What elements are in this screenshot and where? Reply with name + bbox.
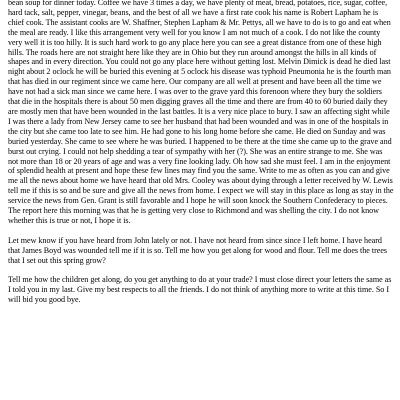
letter-paragraph-3: Tell me how the children get along, do you get anything to do at your trade? I must close direct your letters the same as I told you in my last. Give my best respects to all the friends. I do not think of anything more to write at this time. So I will bid you good bye. [8,275,392,305]
letter-paragraph-2: Let mew know if you have heard from John lately or not. I have not heard from since since I left home. I have heard that James Boyd was wounded tell me if it is so. Tell me how you get along for wood and flour. Tell me does the trees that I set out this spring grow? [8,235,388,265]
letter-paragraph-1: bean soup for dinner today. Coffee we have 3 times a day, we have plenty of meat, bread, potatoes, rice, sugar, coffee, hard tack, salt, pepper, vinegar, beans, and the best of all we have a first rate cook his name is Robert Lapham he is chief cook. The assistant cooks are W. Shaffner, Stephen Lapham & Mr. Pettys, all we have to do is to go and eat when the meal are ready. I like this arrangement very well for you know I am not much of a cook. I do not like the county very well it is too hilly. It is such hard work to go any place here you can see a great distance from one of these high hills. The roads here are not straight here like they are in Ohio but they run around amongst the hills in all kinds of shapes and in every direction. You could not go any place here without getting lost. Melvin Dimick is dead he died last night about 2 oclock he will be buried this evening at 5 oclock his disease was typhoid Pneumonia he is the fourth man that has died in our regiment since we came here. Our company are all well at present and have been all the time we have not had a sick man since we came here. I was over to the grave yard this forenoon where they bury the soldiers that die in the hospitals there is about 50 men digging graves all the time and there are from 40 to 60 buried daily they are mostly men that have been wounded in the last battles. It is a very nice place to bury. I saw an affecting sight while I was there a lady from New Jersey came to see her husband that had been wounded and was in one of the hospitals in the city but she came too late to see him. He had gone to his long home before she came. He died on Sunday and was buried yesterday. She came to see where he was buried. I happened to be there at the time she came up to the grave and burst out crying. I could not help shedding a tear of sympathy with her (?). She was an entire strange to me. She was not more than 18 or 20 years of age and was a very fine looking lady. Oh how sad she must feel. I am in the enjoyment of splendid health at present and hope these few lines may find you the same. Write to me as often as you can and give me all the news about home we have heard that old Mrs. Cooley was about dying through a letter received by W. Lewis tell me if this is so and be sure and give all the news from home. I expect we will stay in this place as long as stay in the service the news from Gen. Grant is still favorable and I hope he will soon knock the Southern Confederacy to pieces. The report here this morning was that he is getting very close to Richmond and was shelling the city. I do not know whether this is true or not, I hope it is. [8,0,394,225]
letter-body [8,0,394,315]
